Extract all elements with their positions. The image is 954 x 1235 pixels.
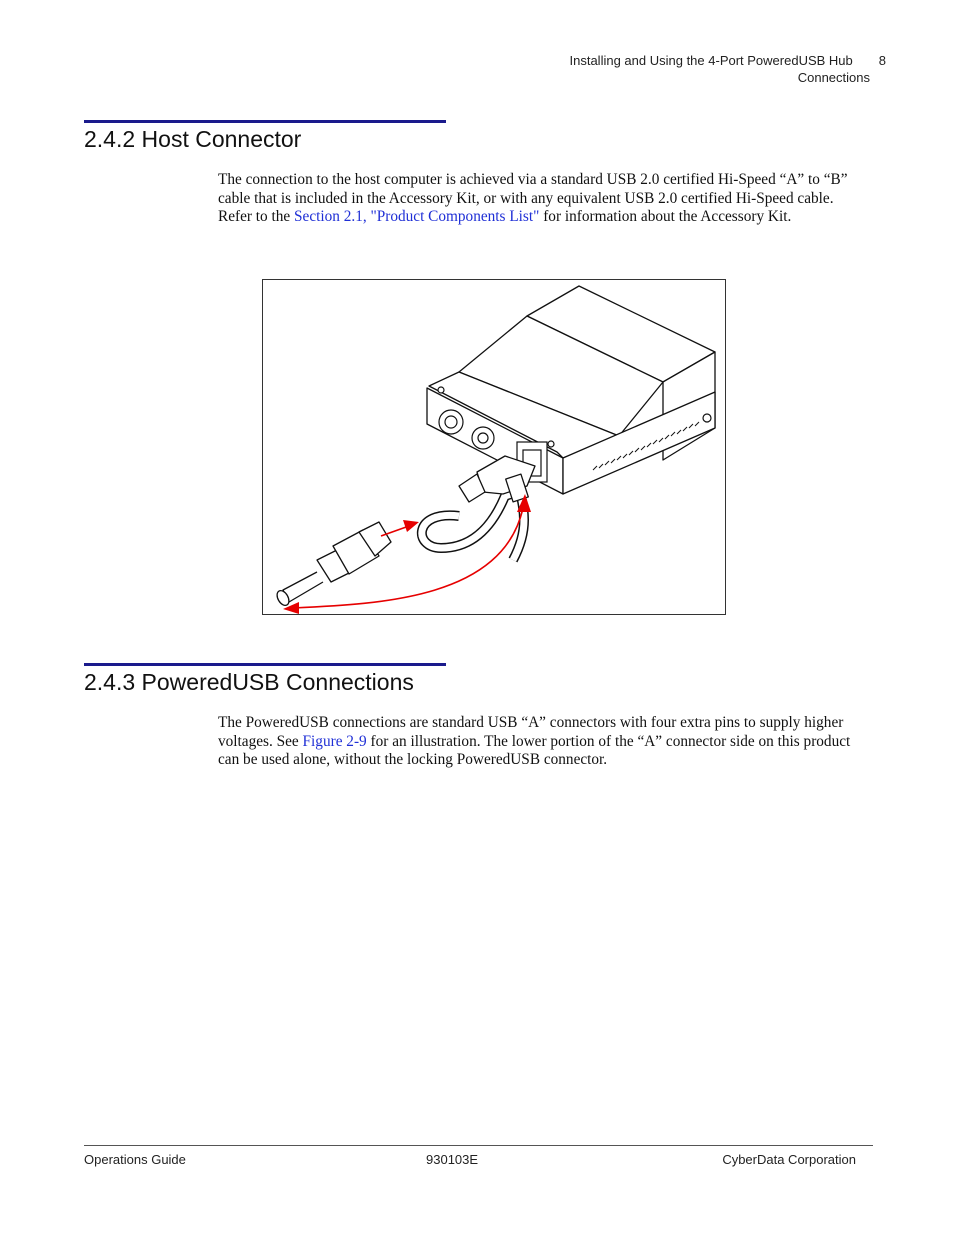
poweredusb-paragraph (218, 714, 868, 770)
footer-rule (84, 1145, 873, 1146)
running-header (569, 52, 886, 86)
product-components-link[interactable]: Section 2.1, "Product Components List" (294, 208, 540, 225)
section-heading-host-connector: 2.4.2 Host Connector (84, 126, 302, 152)
figure-2-9-link[interactable]: Figure 2-9 (302, 732, 367, 750)
footer-center: 930103E (426, 1152, 479, 1167)
powered-text-1: The PoweredUSB connections are standard USB “A” connectors with four extra pins to supply higher voltages. See (218, 714, 844, 750)
hub-illustration (263, 280, 725, 614)
header-subtitle: Connections (797, 70, 870, 85)
host-text-1: The connection to the host computer is achieved via a standard USB 2.0 certified Hi-Speed “A” to “B” cable that is included in the Accessory Kit, or with any equivalent USB 2.0 certified Hi-Speed cable. Refer to the (218, 171, 848, 225)
footer-left: Operations Guide (84, 1152, 186, 1167)
section-rule (84, 663, 446, 666)
hub-device-icon (427, 286, 715, 494)
host-connector-paragraph (218, 171, 868, 227)
usb-a-plug-icon (275, 522, 391, 607)
powered-text-2: for an illustration. The lower portion of the “A” connector side on this product can be used alone, without the locking PoweredUSB connector. (218, 732, 851, 768)
host-text-2: for information about the Accessory Kit. (539, 208, 792, 225)
section-heading-poweredusb: 2.4.3 PoweredUSB Connections (84, 669, 414, 695)
section-rule (84, 120, 446, 123)
usb-b-cable-icon (422, 456, 535, 560)
header-title: Installing and Using the 4-Port PoweredUSB Hub (569, 53, 853, 68)
page-number: 8 (878, 53, 886, 68)
host-connector-figure (262, 279, 726, 615)
footer-right: CyberData Corporation (722, 1152, 856, 1167)
